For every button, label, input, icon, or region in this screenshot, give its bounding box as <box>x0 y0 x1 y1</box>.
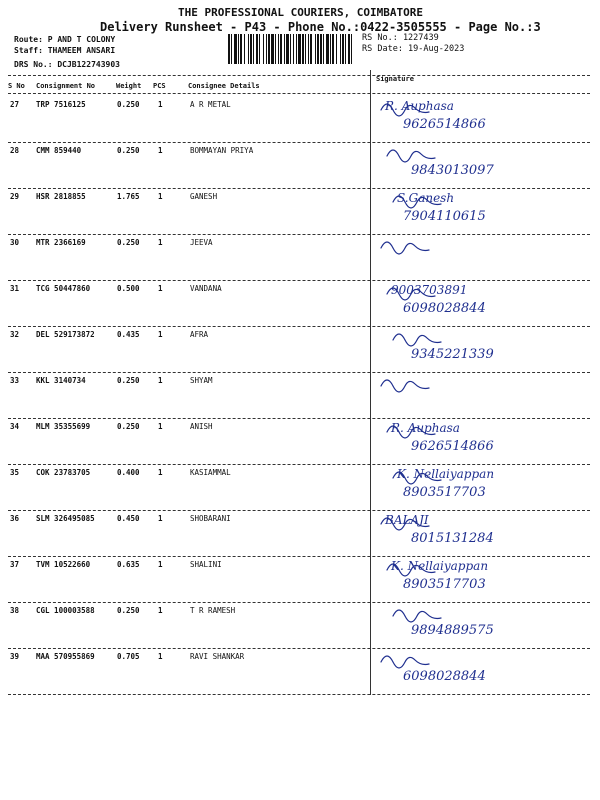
barcode-bar <box>238 34 239 64</box>
signature-name-text: 9003703891 <box>391 283 468 297</box>
barcode-bar <box>275 34 276 64</box>
row-sno: 37 <box>10 560 20 569</box>
barcode-bar <box>263 34 264 64</box>
barcode-bar <box>323 34 324 64</box>
row-consignment-no: MAA 570955869 <box>36 652 95 661</box>
row-weight: 0.435 <box>117 330 140 339</box>
signature-name-text: K. Nellaiyappan <box>391 559 489 573</box>
row-consignment-no: CMM 859440 <box>36 146 82 155</box>
row-consignment-no: TCG 50447860 <box>36 284 91 293</box>
row-weight: 0.705 <box>117 652 140 661</box>
barcode-bar <box>278 34 279 64</box>
row-weight: 0.250 <box>117 376 140 385</box>
row-sno: 28 <box>10 146 20 155</box>
row-consignment-no: CGL 100003588 <box>36 606 95 615</box>
row-signature <box>375 276 585 322</box>
barcode-bar <box>271 34 274 64</box>
row-consignee: ANISH <box>190 422 213 431</box>
signature-phone-text: 9626514866 <box>403 117 486 132</box>
barcode-bar <box>348 34 350 64</box>
runsheet-subtitle: Delivery Runsheet - P43 - Phone No.:0422-3505555 - Page No.:3 <box>100 20 541 34</box>
row-weight: 0.450 <box>117 514 140 523</box>
row-consignee: A R METAL <box>190 100 231 109</box>
row-consignment-no: DEL 529173872 <box>36 330 95 339</box>
row-consignee: KASIAMMAL <box>190 468 231 477</box>
barcode-bar <box>330 34 331 64</box>
col-consignee: Consignee Details <box>188 82 260 90</box>
row-pcs: 1 <box>158 100 163 109</box>
row-pcs: 1 <box>158 422 163 431</box>
barcode-bar <box>280 34 282 64</box>
row-consignee: SHALINI <box>190 560 222 569</box>
row-consignment-no: MLM 35355699 <box>36 422 91 431</box>
barcode-bar <box>296 34 297 64</box>
row-pcs: 1 <box>158 652 163 661</box>
barcode-bar <box>240 34 242 64</box>
row-consignee: RAVI SHANKAR <box>190 652 245 661</box>
row-pcs: 1 <box>158 514 163 523</box>
barcode-bar <box>340 34 341 64</box>
row-consignee: SHYAM <box>190 376 213 385</box>
signature-phone-text: 8903517703 <box>403 485 486 500</box>
col-weight: Weight <box>116 82 142 90</box>
row-sno: 27 <box>10 100 20 109</box>
row-signature <box>375 138 585 184</box>
route-label: Route: P AND T COLONY <box>14 35 116 44</box>
signature-phone-text: 9626514866 <box>411 439 494 454</box>
barcode-bar <box>345 34 346 64</box>
barcode-bar <box>268 34 270 64</box>
barcode-bar <box>351 34 352 64</box>
signature-name-text: K. Nellaiyappan <box>397 467 495 481</box>
signature-name-text: BALAJI <box>385 513 429 527</box>
signature-phone-text: 8015131284 <box>411 531 494 546</box>
row-signature <box>375 460 585 506</box>
row-signature <box>375 230 585 276</box>
barcode-bar <box>332 34 334 64</box>
row-pcs: 1 <box>158 330 163 339</box>
signature-name-text: R. Auphasa <box>391 421 460 435</box>
col-sno: S No <box>8 82 25 90</box>
row-consignee: VANDANA <box>190 284 222 293</box>
signature-phone-text: 8903517703 <box>403 577 486 592</box>
row-pcs: 1 <box>158 146 163 155</box>
row-consignee: T R RAMESH <box>190 606 236 615</box>
row-consignment-no: COK 23783705 <box>36 468 91 477</box>
row-weight: 0.400 <box>117 468 140 477</box>
row-consignee: JEEVA <box>190 238 213 247</box>
barcode-bar <box>342 34 344 64</box>
row-weight: 1.765 <box>117 192 140 201</box>
col-signature: Signature <box>376 75 414 83</box>
row-weight: 0.250 <box>117 146 140 155</box>
rs-number: RS No.: 1227439 <box>362 33 439 43</box>
row-sno: 33 <box>10 376 20 385</box>
row-pcs: 1 <box>158 376 163 385</box>
barcode-bar <box>284 34 285 64</box>
row-pcs: 1 <box>158 284 163 293</box>
barcode-bar <box>266 34 267 64</box>
signature-scribble <box>387 150 435 162</box>
barcode-bar <box>286 34 289 64</box>
row-consignment-no: HSR 2818855 <box>36 192 86 201</box>
barcode-bar <box>336 34 337 64</box>
barcode-bar <box>234 34 237 64</box>
barcode-bar <box>326 34 329 64</box>
signature-scribble <box>381 380 429 392</box>
row-weight: 0.250 <box>117 606 140 615</box>
barcode-bar <box>231 34 232 64</box>
row-consignment-no: TRP 7516125 <box>36 100 86 109</box>
signature-scribble <box>381 656 429 668</box>
signature-phone-text: 6098028844 <box>403 669 486 684</box>
barcode-bar <box>259 34 260 64</box>
row-consignment-no: MTR 2366169 <box>36 238 86 247</box>
signature-phone-text: 9345221339 <box>411 347 494 362</box>
row-consignment-no: KKL 3140734 <box>36 376 86 385</box>
row-signature <box>375 184 585 230</box>
staff-label: Staff: THAMEEM ANSARI <box>14 46 116 55</box>
row-pcs: 1 <box>158 468 163 477</box>
barcode-bar <box>317 34 319 64</box>
barcode-bar <box>244 34 245 64</box>
row-weight: 0.250 <box>117 100 140 109</box>
row-signature <box>375 506 585 552</box>
row-signature <box>375 644 585 690</box>
row-weight: 0.635 <box>117 560 140 569</box>
col-consignment: Consignment No <box>36 82 96 90</box>
row-consignee: SHOBARANI <box>190 514 231 523</box>
row-consignee: BOMMAYAN PRIYA <box>190 146 254 155</box>
barcode-bar <box>250 34 252 64</box>
row-sno: 30 <box>10 238 20 247</box>
row-sno: 35 <box>10 468 20 477</box>
barcode-bar <box>290 34 291 64</box>
row-consignee: AFRA <box>190 330 209 339</box>
header-top-rule <box>8 75 590 76</box>
barcode-bar <box>256 34 258 64</box>
barcode-bar <box>253 34 254 64</box>
signature-phone-text: 6098028844 <box>403 301 486 316</box>
row-separator <box>8 694 590 695</box>
row-weight: 0.250 <box>117 422 140 431</box>
row-pcs: 1 <box>158 192 163 201</box>
row-signature <box>375 552 585 598</box>
signature-scribble <box>393 610 441 622</box>
row-sno: 38 <box>10 606 20 615</box>
col-pcs: PCS <box>153 82 166 90</box>
row-pcs: 1 <box>158 560 163 569</box>
row-consignee: GANESH <box>190 192 218 201</box>
barcode-bar <box>302 34 304 64</box>
row-signature <box>375 414 585 460</box>
barcode-bar <box>315 34 316 64</box>
row-signature <box>375 322 585 368</box>
row-sno: 31 <box>10 284 20 293</box>
row-consignment-no: TVM 10522660 <box>36 560 91 569</box>
barcode-bar <box>228 34 230 64</box>
barcode-bar <box>308 34 309 64</box>
row-pcs: 1 <box>158 238 163 247</box>
signature-phone-text: 9894889575 <box>411 623 494 638</box>
barcode <box>228 34 352 64</box>
company-title: THE PROFESSIONAL COURIERS, COIMBATORE <box>178 6 424 19</box>
barcode-bar <box>293 34 294 64</box>
signature-phone-text: 7904110615 <box>403 209 486 224</box>
drs-number: DRS No.: DCJB122743903 <box>14 60 120 69</box>
row-weight: 0.250 <box>117 238 140 247</box>
signature-name-text: R. Auphasa <box>385 99 454 113</box>
row-pcs: 1 <box>158 606 163 615</box>
barcode-bar <box>305 34 306 64</box>
rs-date: RS Date: 19-Aug-2023 <box>362 44 465 54</box>
row-consignment-no: SLM 326495085 <box>36 514 95 523</box>
row-sno: 36 <box>10 514 20 523</box>
signature-scribble <box>393 334 441 346</box>
barcode-bar <box>298 34 301 64</box>
row-sno: 34 <box>10 422 20 431</box>
row-sno: 39 <box>10 652 20 661</box>
row-sno: 29 <box>10 192 20 201</box>
row-weight: 0.500 <box>117 284 140 293</box>
barcode-bar <box>248 34 249 64</box>
signature-phone-text: 9843013097 <box>411 163 494 178</box>
barcode-bar <box>320 34 322 64</box>
signature-name-text: S.Ganesh <box>397 191 455 205</box>
row-signature <box>375 92 585 138</box>
barcode-bar <box>310 34 312 64</box>
row-signature <box>375 598 585 644</box>
row-signature <box>375 368 585 414</box>
signature-scribble <box>381 242 429 254</box>
row-sno: 32 <box>10 330 20 339</box>
